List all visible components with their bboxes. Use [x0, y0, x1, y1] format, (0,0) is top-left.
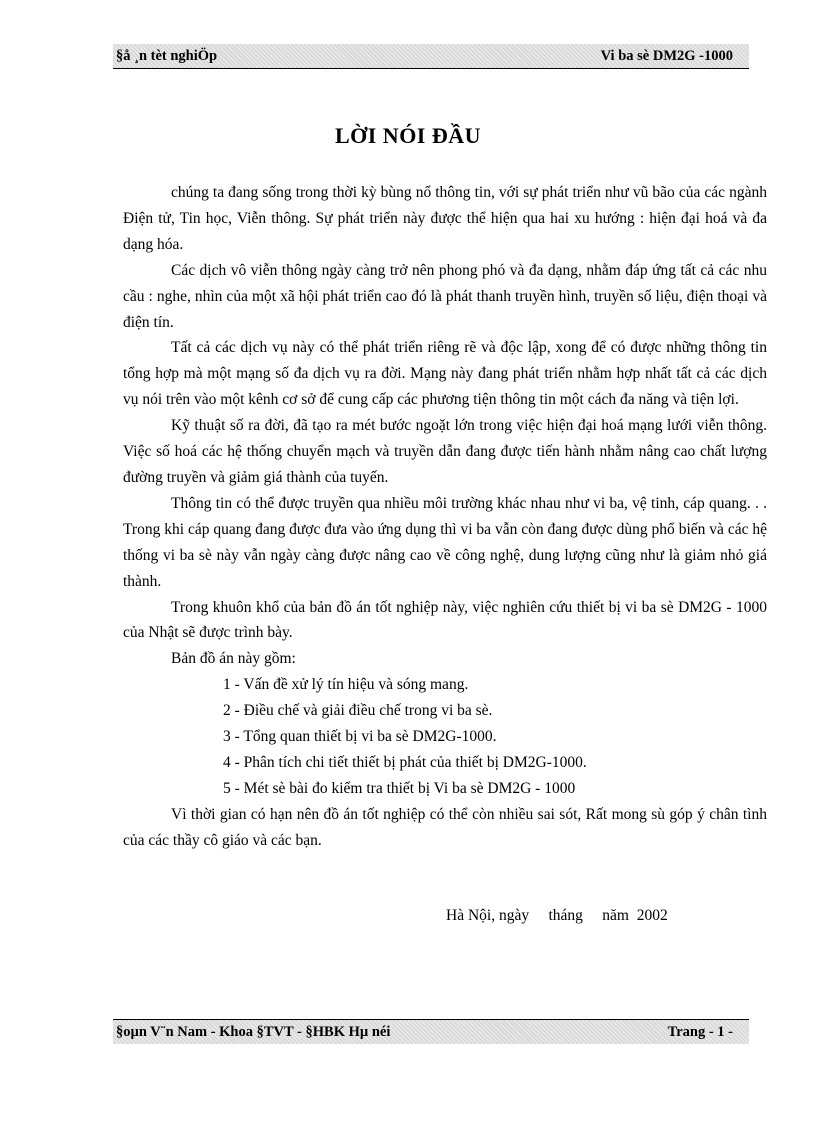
- list-item: 5 - Mét sè bài đo kiểm tra thiết bị Vi ba sè DM2G - 1000: [223, 779, 576, 797]
- page-title: LỜI NÓI ĐẦU: [334, 123, 482, 148]
- page-footer: [113, 1019, 749, 1044]
- paragraph: Tất cả các dịch vụ này có thể phát triển riêng rẽ và độc lập, xong để có được những thông tin tổng hợp mà một mạng số đa dịch vụ ra đời. Mạng này đang phát triển nhằm hợp nhất tất cả các dịch vụ nói trên vào một kênh cơ sở để cung cấp các phương tiện thông tin một cách đa năng và tiện lợi.: [123, 339, 767, 409]
- paragraph: Thông tin có thể được truyền qua nhiều môi trường khác nhau như vi ba, vệ tinh, cáp quang. . . Trong khi cáp quang đang được đưa vào ứng dụng thì vi ba vẫn còn đang được dùng phổ biến và các hệ thống vi ba sè này vẫn ngày càng được nâng cao về công nghệ, dung lượng cũng như là giảm nhỏ giá thành.: [123, 494, 767, 590]
- list-item: 3 - Tổng quan thiết bị vi ba sè DM2G-1000.: [223, 728, 497, 746]
- contents-list: [123, 672, 767, 802]
- signature-month: tháng: [548, 907, 583, 924]
- paragraph: chúng ta đang sống trong thời kỳ bùng nổ thông tin, với sự phát triển như vũ bão của các ngành Điện tử, Tin học, Viễn thông. Sự phát triển này được thể hiện qua hai xu hướng : hiện đại hoá và đa dạng hóa.: [123, 184, 767, 253]
- header-left-text: §å ¸n tèt nghiÖp: [116, 48, 218, 64]
- page-number: Trang - 1 -: [667, 1024, 733, 1040]
- page-header: [113, 44, 749, 69]
- signature-line: [446, 907, 668, 925]
- signature-year: năm 2002: [602, 907, 668, 924]
- closing-paragraph: Vì thời gian có hạn nên đồ án tốt nghiệp có thể còn nhiều sai sót, Rất mong sù góp ý chân tình của các thầy cô giáo và các bạn.: [123, 805, 767, 849]
- list-item: 4 - Phân tích chi tiết thiết bị phát của thiết bị DM2G-1000.: [223, 753, 587, 771]
- footer-left-text: §oµn V¨n Nam - Khoa §TVT - §HBK Hµ néi: [116, 1024, 391, 1040]
- paragraph: Các dịch vô viễn thông ngày càng trở nên phong phó và đa dạng, nhằm đáp ứng tất cả các nhu cầu : nghe, nhìn của một xã hội phát triển cao đó là phát thanh truyền hình, truyền số liệu, điện thoại và điện tín.: [123, 261, 767, 331]
- signature-place: Hà Nội, ngày: [446, 907, 530, 924]
- paragraph: Kỹ thuật số ra đời, đã tạo ra mét bước ngoặt lớn trong việc hiện đại hoá mạng lưới viễn thông. Việc số hoá các hệ thống chuyển mạch và truyền dẫn đang được tiến hành nhằm nâng cao chất lượng đường truyền và giảm giá thành của tuyến.: [123, 417, 767, 486]
- list-item: 2 - Điều chế và giải điều chế trong vi ba sè.: [223, 702, 493, 720]
- header-right-text: Vi ba sè DM2G -1000: [600, 48, 733, 64]
- list-item: 1 - Vấn đề xử lý tín hiệu và sóng mang.: [223, 676, 469, 694]
- list-intro: Bản đồ án này gồm:: [171, 650, 296, 668]
- document-body: [123, 180, 767, 854]
- paragraph: Trong khuôn khổ của bản đồ án tốt nghiệp này, việc nghiên cứu thiết bị vi ba sè DM2G - 1000 của Nhật sẽ được trình bày.: [123, 598, 767, 642]
